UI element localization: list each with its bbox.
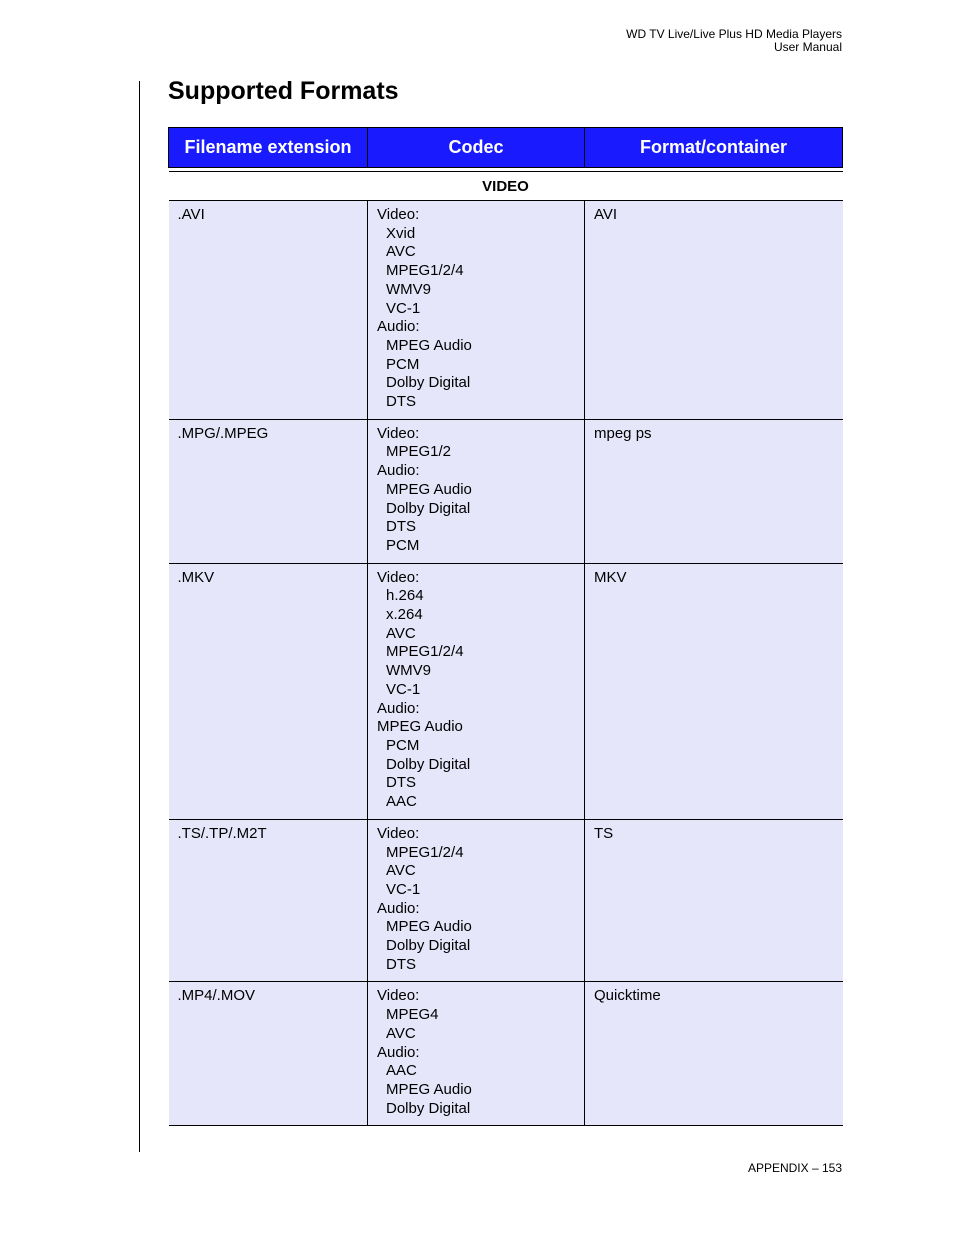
codec-item: x.264 [386, 606, 423, 624]
codec-item: DTS [386, 518, 416, 536]
codec-item: MPEG Audio [386, 1080, 472, 1098]
table-body [169, 168, 843, 1126]
codec-item: WMV9 [386, 662, 431, 680]
codec-cell [368, 819, 585, 982]
table-row [169, 201, 843, 420]
codec-group-label: Video: [377, 987, 420, 1005]
codec-item: PCM [386, 355, 420, 373]
format-cell: mpeg ps [585, 419, 843, 563]
codec-group-label: Audio: [377, 1043, 420, 1061]
codec-cell [368, 563, 585, 819]
codec-item: PCM [386, 536, 420, 554]
table-row [169, 419, 843, 563]
footer-separator: – [808, 1161, 822, 1175]
page-title: Supported Formats [168, 77, 399, 105]
column-header-codec: Codec [368, 128, 585, 168]
codec-item: PCM [386, 736, 420, 754]
format-cell: AVI [585, 201, 843, 420]
codec-group-label: Video: [377, 424, 420, 442]
codec-item: MPEG Audio [386, 480, 472, 498]
codec-item: DTS [386, 955, 416, 973]
running-header [626, 28, 842, 54]
codec-item: AVC [386, 243, 416, 261]
header-manual-label: User Manual [773, 40, 842, 54]
codec-item: AVC [386, 624, 416, 642]
codec-group-label: Audio: [377, 699, 420, 717]
extension-cell: .MPG/.MPEG [169, 419, 368, 563]
format-cell: TS [585, 819, 843, 982]
codec-item: DTS [386, 774, 416, 792]
extension-cell: .TS/.TP/.M2T [169, 819, 368, 982]
column-header-extension: Filename extension [169, 128, 368, 168]
codec-item: WMV9 [386, 280, 431, 298]
codec-group-label: Audio: [377, 899, 420, 917]
table-row [169, 819, 843, 982]
codec-cell [368, 201, 585, 420]
codec-item: Xvid [386, 224, 416, 242]
codec-group-label: Audio: [377, 462, 420, 480]
extension-cell: .MP4/.MOV [169, 982, 368, 1126]
codec-group-label: MPEG Audio [377, 718, 463, 736]
codec-item: MPEG1/2/4 [386, 843, 464, 861]
codec-item: MPEG Audio [386, 918, 472, 936]
codec-item: Dolby Digital [386, 937, 471, 955]
codec-item: MPEG1/2 [386, 443, 452, 461]
column-header-format: Format/container [585, 128, 843, 168]
footer-page-number: 153 [821, 1161, 842, 1175]
codec-item: MPEG1/2/4 [386, 262, 464, 280]
codec-group-label: Video: [377, 206, 420, 223]
header-product-title: WD TV Live/Live Plus HD Media Players [626, 27, 842, 41]
section-row [169, 172, 843, 201]
format-cell: MKV [585, 563, 843, 819]
codec-item: VC-1 [386, 880, 421, 898]
codec-item: MPEG1/2/4 [386, 643, 464, 661]
table-row [169, 563, 843, 819]
codec-group-label: Audio: [377, 318, 420, 336]
extension-cell: .AVI [169, 201, 368, 420]
codec-item: AAC [386, 1062, 417, 1080]
codec-item: VC-1 [386, 680, 421, 698]
codec-item: h.264 [386, 587, 424, 605]
extension-cell: .MKV [169, 563, 368, 819]
format-cell: Quicktime [585, 982, 843, 1126]
codec-item: Dolby Digital [386, 374, 471, 392]
page-footer [748, 1161, 842, 1175]
codec-item: Dolby Digital [386, 755, 471, 773]
footer-section: APPENDIX [747, 1161, 809, 1175]
codec-item: VC-1 [386, 299, 421, 317]
supported-formats-table [168, 127, 843, 1126]
codec-item: Dolby Digital [386, 1099, 471, 1117]
codec-cell [368, 982, 585, 1126]
table-row [169, 982, 843, 1126]
codec-item: DTS [386, 393, 416, 411]
margin-rule [139, 81, 140, 1152]
section-label-video: VIDEO [169, 172, 843, 201]
codec-item: MPEG Audio [386, 336, 472, 354]
codec-item: MPEG4 [386, 1006, 439, 1024]
codec-group-label: Video: [377, 824, 420, 842]
codec-group-label: Video: [377, 568, 420, 586]
table-header-row [169, 128, 843, 168]
codec-cell [368, 419, 585, 563]
codec-item: Dolby Digital [386, 499, 471, 517]
codec-item: AVC [386, 862, 416, 880]
codec-item: AAC [386, 793, 417, 811]
codec-item: AVC [386, 1024, 416, 1042]
